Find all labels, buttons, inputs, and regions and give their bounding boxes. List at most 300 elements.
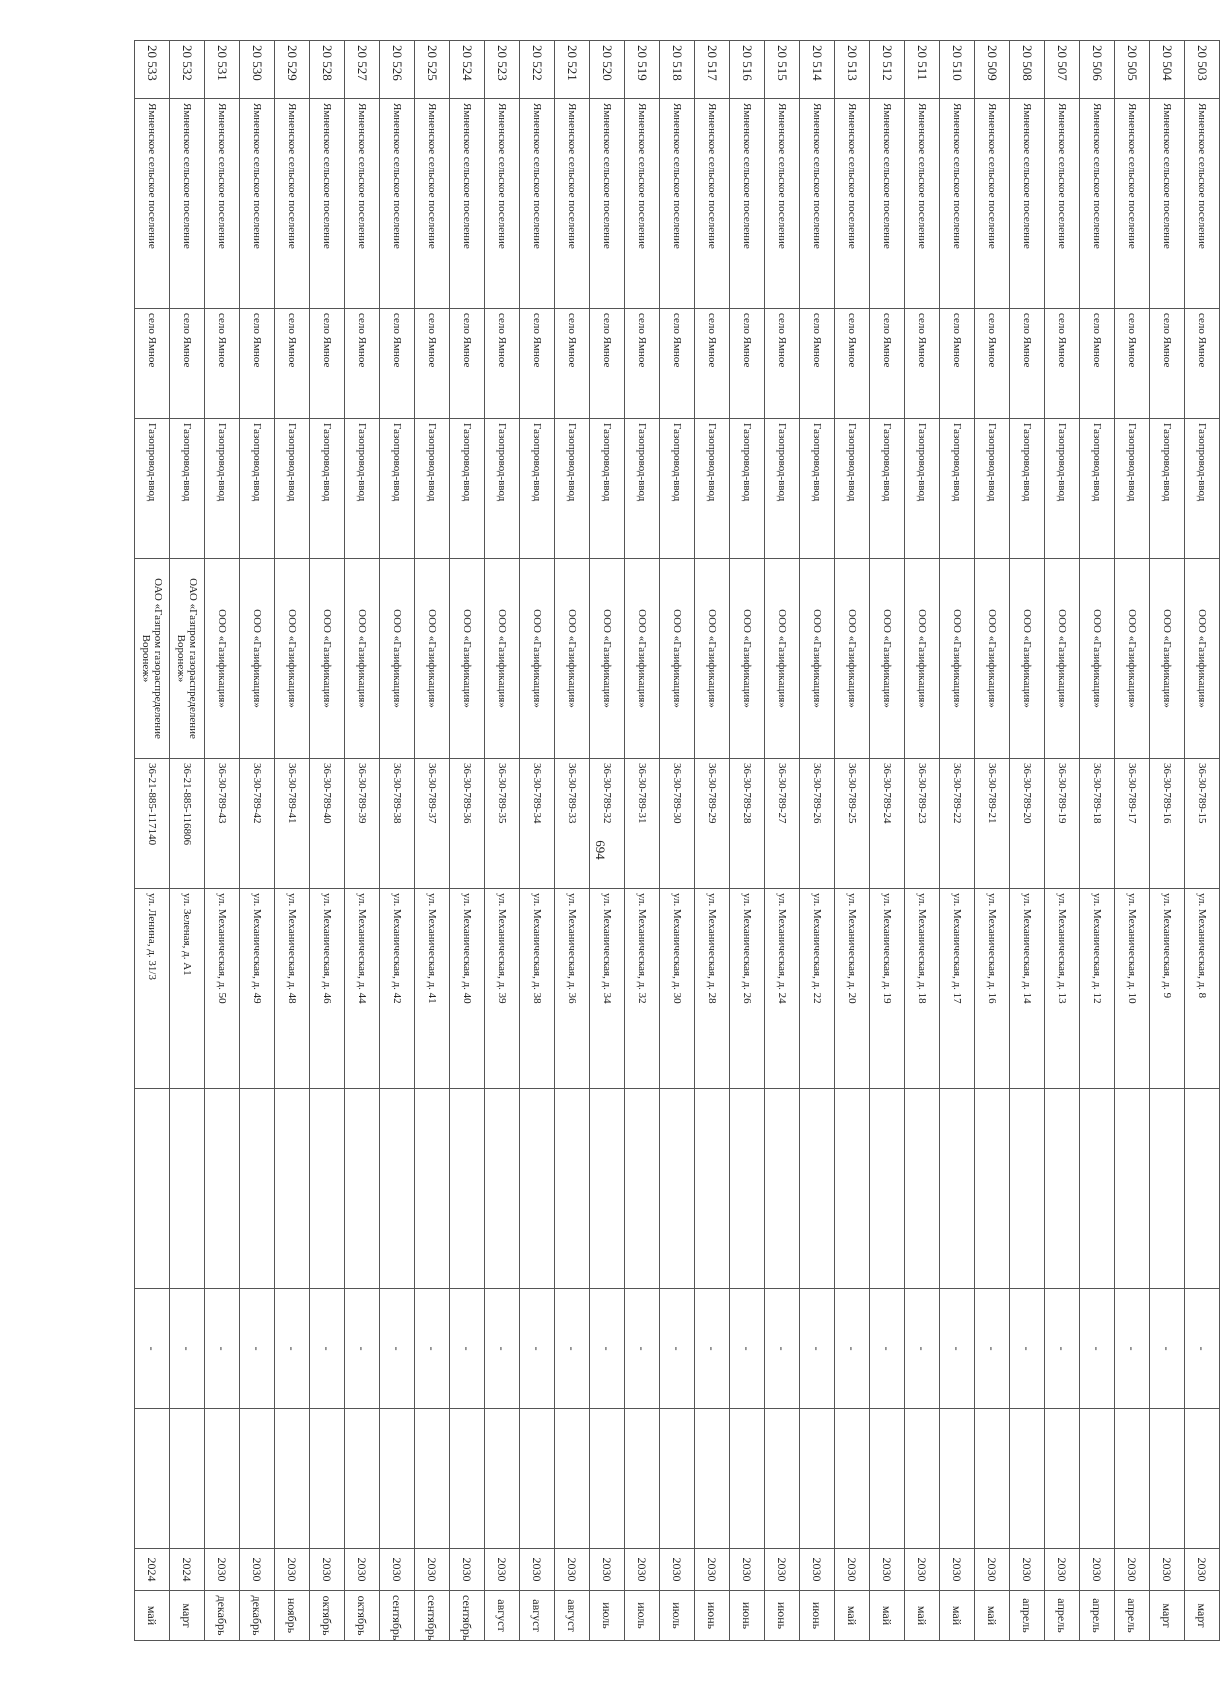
empty-cell xyxy=(345,1089,380,1289)
empty-cell xyxy=(485,1409,520,1549)
row-id: 20 519 xyxy=(625,41,660,99)
owner-cell: ООО «Газификация» xyxy=(590,559,625,759)
locality-cell: село Ямное xyxy=(345,309,380,419)
locality-cell: село Ямное xyxy=(415,309,450,419)
row-id: 20 528 xyxy=(310,41,345,99)
month-cell: декабрь xyxy=(205,1591,240,1641)
empty-cell xyxy=(1045,1089,1080,1289)
table-row xyxy=(625,41,660,1641)
year-cell: 2030 xyxy=(1080,1549,1115,1591)
owner-cell: ООО «Газификация» xyxy=(835,559,870,759)
cadastral-number-cell: 36-30-789-27 xyxy=(765,759,800,889)
year-cell: 2024 xyxy=(170,1549,205,1591)
owner-cell: ООО «Газификация» xyxy=(555,559,590,759)
year-cell: 2030 xyxy=(590,1549,625,1591)
locality-cell: село Ямное xyxy=(170,309,205,419)
month-cell: июнь xyxy=(695,1591,730,1641)
row-id: 20 518 xyxy=(660,41,695,99)
owner-cell: ООО «Газификация» xyxy=(205,559,240,759)
address-cell: ул. Механическая, д. 38 xyxy=(520,889,555,1089)
table-row xyxy=(275,41,310,1641)
empty-cell xyxy=(520,1089,555,1289)
empty-cell xyxy=(310,1089,345,1289)
cadastral-number-cell: 36-30-789-40 xyxy=(310,759,345,889)
empty-cell xyxy=(730,1409,765,1549)
table-row xyxy=(170,41,205,1641)
locality-cell: село Ямное xyxy=(1080,309,1115,419)
empty-cell xyxy=(765,1409,800,1549)
owner-cell: ООО «Газификация» xyxy=(1150,559,1185,759)
row-id: 20 515 xyxy=(765,41,800,99)
locality-cell: село Ямное xyxy=(205,309,240,419)
empty-cell xyxy=(1010,1409,1045,1549)
owner-cell: ООО «Газификация» xyxy=(275,559,310,759)
empty-cell xyxy=(1045,1409,1080,1549)
object-cell: Газопровод-ввод xyxy=(205,419,240,559)
empty-cell xyxy=(1185,1409,1220,1549)
address-cell: ул. Механическая, д. 39 xyxy=(485,889,520,1089)
dash-cell: - xyxy=(1010,1289,1045,1409)
month-cell: июнь xyxy=(730,1591,765,1641)
settlement-cell: Ямненское сельское поселение xyxy=(905,99,940,309)
cadastral-number-cell: 36-30-789-36 xyxy=(450,759,485,889)
object-cell: Газопровод-ввод xyxy=(870,419,905,559)
month-cell: март xyxy=(1185,1591,1220,1641)
row-id: 20 508 xyxy=(1010,41,1045,99)
locality-cell: село Ямное xyxy=(485,309,520,419)
address-cell: ул. Механическая, д. 16 xyxy=(975,889,1010,1089)
cadastral-number-cell: 36-30-789-24 xyxy=(870,759,905,889)
empty-cell xyxy=(835,1409,870,1549)
address-cell: ул. Механическая, д. 8 xyxy=(1185,889,1220,1089)
year-cell: 2030 xyxy=(310,1549,345,1591)
empty-cell xyxy=(1080,1409,1115,1549)
address-cell: ул. Механическая, д. 9 xyxy=(1150,889,1185,1089)
empty-cell xyxy=(555,1089,590,1289)
empty-cell xyxy=(1115,1089,1150,1289)
object-cell: Газопровод-ввод xyxy=(555,419,590,559)
empty-cell xyxy=(380,1409,415,1549)
dash-cell: - xyxy=(940,1289,975,1409)
object-cell: Газопровод-ввод xyxy=(800,419,835,559)
address-cell: ул. Ленина, д. 31/3 xyxy=(135,889,170,1089)
table-row xyxy=(1080,41,1115,1641)
cadastral-number-cell: 36-30-789-31 xyxy=(625,759,660,889)
settlement-cell: Ямненское сельское поселение xyxy=(870,99,905,309)
locality-cell: село Ямное xyxy=(1010,309,1045,419)
row-id: 20 527 xyxy=(345,41,380,99)
empty-cell xyxy=(905,1409,940,1549)
cadastral-number-cell: 36-21-885-116806 xyxy=(170,759,205,889)
empty-cell xyxy=(800,1409,835,1549)
dash-cell: - xyxy=(730,1289,765,1409)
year-cell: 2030 xyxy=(485,1549,520,1591)
empty-cell xyxy=(135,1089,170,1289)
empty-cell xyxy=(590,1089,625,1289)
row-id: 20 511 xyxy=(905,41,940,99)
year-cell: 2030 xyxy=(1045,1549,1080,1591)
cadastral-number-cell: 36-30-789-21 xyxy=(975,759,1010,889)
object-cell: Газопровод-ввод xyxy=(625,419,660,559)
object-cell: Газопровод-ввод xyxy=(520,419,555,559)
address-cell: ул. Механическая, д. 49 xyxy=(240,889,275,1089)
dash-cell: - xyxy=(1045,1289,1080,1409)
settlement-cell: Ямненское сельское поселение xyxy=(520,99,555,309)
empty-cell xyxy=(415,1409,450,1549)
locality-cell: село Ямное xyxy=(590,309,625,419)
empty-cell xyxy=(520,1409,555,1549)
dash-cell: - xyxy=(450,1289,485,1409)
empty-cell xyxy=(730,1089,765,1289)
dash-cell: - xyxy=(170,1289,205,1409)
cadastral-number-cell: 36-30-789-34 xyxy=(520,759,555,889)
dash-cell: - xyxy=(310,1289,345,1409)
cadastral-number-cell: 36-30-789-28 xyxy=(730,759,765,889)
empty-cell xyxy=(695,1089,730,1289)
settlement-cell: Ямненское сельское поселение xyxy=(135,99,170,309)
locality-cell: село Ямное xyxy=(1045,309,1080,419)
cadastral-number-cell: 36-30-789-32 xyxy=(590,759,625,889)
year-cell: 2030 xyxy=(380,1549,415,1591)
object-cell: Газопровод-ввод xyxy=(765,419,800,559)
row-id: 20 525 xyxy=(415,41,450,99)
month-cell: май xyxy=(870,1591,905,1641)
address-cell: ул. Механическая, д. 44 xyxy=(345,889,380,1089)
table-row xyxy=(1150,41,1185,1641)
settlement-cell: Ямненское сельское поселение xyxy=(170,99,205,309)
object-cell: Газопровод-ввод xyxy=(730,419,765,559)
month-cell: июль xyxy=(590,1591,625,1641)
empty-cell xyxy=(835,1089,870,1289)
empty-cell xyxy=(1150,1409,1185,1549)
settlement-cell: Ямненское сельское поселение xyxy=(275,99,310,309)
object-cell: Газопровод-ввод xyxy=(240,419,275,559)
owner-cell: ОАО «Газпром газораспределение Воронеж» xyxy=(135,559,170,759)
empty-cell xyxy=(590,1409,625,1549)
dash-cell: - xyxy=(835,1289,870,1409)
empty-cell xyxy=(380,1089,415,1289)
year-cell: 2030 xyxy=(870,1549,905,1591)
month-cell: декабрь xyxy=(240,1591,275,1641)
object-cell: Газопровод-ввод xyxy=(135,419,170,559)
table-row xyxy=(660,41,695,1641)
cadastral-number-cell: 36-30-789-17 xyxy=(1115,759,1150,889)
dash-cell: - xyxy=(380,1289,415,1409)
empty-cell xyxy=(1080,1089,1115,1289)
table-body xyxy=(135,41,1220,1641)
table-row xyxy=(345,41,380,1641)
object-cell: Газопровод-ввод xyxy=(450,419,485,559)
row-id: 20 513 xyxy=(835,41,870,99)
row-id: 20 512 xyxy=(870,41,905,99)
object-cell: Газопровод-ввод xyxy=(275,419,310,559)
locality-cell: село Ямное xyxy=(765,309,800,419)
address-cell: ул. Механическая, д. 24 xyxy=(765,889,800,1089)
settlement-cell: Ямненское сельское поселение xyxy=(345,99,380,309)
gas-pipeline-table xyxy=(134,40,1220,1641)
dash-cell: - xyxy=(205,1289,240,1409)
owner-cell: ООО «Газификация» xyxy=(485,559,520,759)
table-row xyxy=(1010,41,1045,1641)
owner-cell: ООО «Газификация» xyxy=(730,559,765,759)
dash-cell: - xyxy=(975,1289,1010,1409)
locality-cell: село Ямное xyxy=(275,309,310,419)
address-cell: ул. Механическая, д. 19 xyxy=(870,889,905,1089)
address-cell: ул. Механическая, д. 41 xyxy=(415,889,450,1089)
month-cell: март xyxy=(170,1591,205,1641)
locality-cell: село Ямное xyxy=(940,309,975,419)
owner-cell: ООО «Газификация» xyxy=(625,559,660,759)
year-cell: 2030 xyxy=(1010,1549,1045,1591)
empty-cell xyxy=(345,1409,380,1549)
rotated-table-wrapper xyxy=(120,40,1220,1640)
table-row xyxy=(310,41,345,1641)
empty-cell xyxy=(310,1409,345,1549)
table-row xyxy=(415,41,450,1641)
settlement-cell: Ямненское сельское поселение xyxy=(240,99,275,309)
year-cell: 2030 xyxy=(240,1549,275,1591)
settlement-cell: Ямненское сельское поселение xyxy=(765,99,800,309)
dash-cell: - xyxy=(590,1289,625,1409)
empty-cell xyxy=(205,1409,240,1549)
table-row xyxy=(520,41,555,1641)
settlement-cell: Ямненское сельское поселение xyxy=(590,99,625,309)
address-cell: ул. Механическая, д. 10 xyxy=(1115,889,1150,1089)
object-cell: Газопровод-ввод xyxy=(940,419,975,559)
dash-cell: - xyxy=(275,1289,310,1409)
row-id: 20 505 xyxy=(1115,41,1150,99)
object-cell: Газопровод-ввод xyxy=(975,419,1010,559)
empty-cell xyxy=(940,1409,975,1549)
table-row xyxy=(765,41,800,1641)
cadastral-number-cell: 36-30-789-30 xyxy=(660,759,695,889)
address-cell: ул. Механическая, д. 46 xyxy=(310,889,345,1089)
locality-cell: село Ямное xyxy=(870,309,905,419)
rotated-table-container xyxy=(120,40,1220,1640)
year-cell: 2030 xyxy=(520,1549,555,1591)
settlement-cell: Ямненское сельское поселение xyxy=(660,99,695,309)
owner-cell: ООО «Газификация» xyxy=(520,559,555,759)
table-row xyxy=(1115,41,1150,1641)
month-cell: апрель xyxy=(1080,1591,1115,1641)
dash-cell: - xyxy=(1185,1289,1220,1409)
row-id: 20 504 xyxy=(1150,41,1185,99)
locality-cell: село Ямное xyxy=(240,309,275,419)
year-cell: 2030 xyxy=(555,1549,590,1591)
locality-cell: село Ямное xyxy=(1150,309,1185,419)
month-cell: июль xyxy=(660,1591,695,1641)
table-row xyxy=(205,41,240,1641)
month-cell: июль xyxy=(625,1591,660,1641)
month-cell: май xyxy=(135,1591,170,1641)
year-cell: 2030 xyxy=(975,1549,1010,1591)
empty-cell xyxy=(450,1409,485,1549)
locality-cell: село Ямное xyxy=(555,309,590,419)
cadastral-number-cell: 36-30-789-41 xyxy=(275,759,310,889)
cadastral-number-cell: 36-30-789-18 xyxy=(1080,759,1115,889)
table-row xyxy=(695,41,730,1641)
cadastral-number-cell: 36-30-789-26 xyxy=(800,759,835,889)
owner-cell: ООО «Газификация» xyxy=(905,559,940,759)
locality-cell: село Ямное xyxy=(800,309,835,419)
settlement-cell: Ямненское сельское поселение xyxy=(310,99,345,309)
cadastral-number-cell: 36-30-789-37 xyxy=(415,759,450,889)
settlement-cell: Ямненское сельское поселение xyxy=(380,99,415,309)
cadastral-number-cell: 36-30-789-23 xyxy=(905,759,940,889)
year-cell: 2030 xyxy=(940,1549,975,1591)
empty-cell xyxy=(695,1409,730,1549)
year-cell: 2030 xyxy=(1150,1549,1185,1591)
table-row xyxy=(485,41,520,1641)
owner-cell: ОАО «Газпром газораспределение Воронеж» xyxy=(170,559,205,759)
locality-cell: село Ямное xyxy=(835,309,870,419)
empty-cell xyxy=(870,1089,905,1289)
year-cell: 2030 xyxy=(450,1549,485,1591)
object-cell: Газопровод-ввод xyxy=(695,419,730,559)
empty-cell xyxy=(625,1409,660,1549)
address-cell: ул. Механическая, д. 32 xyxy=(625,889,660,1089)
empty-cell xyxy=(170,1089,205,1289)
year-cell: 2030 xyxy=(800,1549,835,1591)
locality-cell: село Ямное xyxy=(660,309,695,419)
settlement-cell: Ямненское сельское поселение xyxy=(1010,99,1045,309)
row-id: 20 503 xyxy=(1185,41,1220,99)
owner-cell: ООО «Газификация» xyxy=(1080,559,1115,759)
empty-cell xyxy=(765,1089,800,1289)
year-cell: 2030 xyxy=(905,1549,940,1591)
locality-cell: село Ямное xyxy=(975,309,1010,419)
cadastral-number-cell: 36-30-789-16 xyxy=(1150,759,1185,889)
cadastral-number-cell: 36-21-885-117140 xyxy=(135,759,170,889)
dash-cell: - xyxy=(1150,1289,1185,1409)
row-id: 20 533 xyxy=(135,41,170,99)
settlement-cell: Ямненское сельское поселение xyxy=(940,99,975,309)
dash-cell: - xyxy=(1080,1289,1115,1409)
dash-cell: - xyxy=(660,1289,695,1409)
object-cell: Газопровод-ввод xyxy=(345,419,380,559)
locality-cell: село Ямное xyxy=(905,309,940,419)
row-id: 20 522 xyxy=(520,41,555,99)
month-cell: октябрь xyxy=(345,1591,380,1641)
settlement-cell: Ямненское сельское поселение xyxy=(695,99,730,309)
row-id: 20 520 xyxy=(590,41,625,99)
address-cell: ул. Механическая, д. 48 xyxy=(275,889,310,1089)
address-cell: ул. Механическая, д. 34 xyxy=(590,889,625,1089)
address-cell: ул. Механическая, д. 20 xyxy=(835,889,870,1089)
cadastral-number-cell: 36-30-789-19 xyxy=(1045,759,1080,889)
settlement-cell: Ямненское сельское поселение xyxy=(485,99,520,309)
object-cell: Газопровод-ввод xyxy=(1185,419,1220,559)
month-cell: март xyxy=(1150,1591,1185,1641)
year-cell: 2030 xyxy=(415,1549,450,1591)
dash-cell: - xyxy=(415,1289,450,1409)
owner-cell: ООО «Газификация» xyxy=(765,559,800,759)
table-row xyxy=(730,41,765,1641)
table-row xyxy=(870,41,905,1641)
dash-cell: - xyxy=(695,1289,730,1409)
table-row xyxy=(450,41,485,1641)
table-row xyxy=(800,41,835,1641)
locality-cell: село Ямное xyxy=(625,309,660,419)
empty-cell xyxy=(555,1409,590,1549)
dash-cell: - xyxy=(345,1289,380,1409)
row-id: 20 510 xyxy=(940,41,975,99)
object-cell: Газопровод-ввод xyxy=(905,419,940,559)
table-row xyxy=(590,41,625,1641)
dash-cell: - xyxy=(870,1289,905,1409)
address-cell: ул. Механическая, д. 26 xyxy=(730,889,765,1089)
empty-cell xyxy=(625,1089,660,1289)
row-id: 20 529 xyxy=(275,41,310,99)
table-row xyxy=(1185,41,1220,1641)
owner-cell: ООО «Газификация» xyxy=(660,559,695,759)
settlement-cell: Ямненское сельское поселение xyxy=(415,99,450,309)
month-cell: сентябрь xyxy=(380,1591,415,1641)
month-cell: июнь xyxy=(765,1591,800,1641)
locality-cell: село Ямное xyxy=(520,309,555,419)
settlement-cell: Ямненское сельское поселение xyxy=(835,99,870,309)
empty-cell xyxy=(275,1089,310,1289)
owner-cell: ООО «Газификация» xyxy=(870,559,905,759)
cadastral-number-cell: 36-30-789-38 xyxy=(380,759,415,889)
row-id: 20 524 xyxy=(450,41,485,99)
empty-cell xyxy=(660,1409,695,1549)
empty-cell xyxy=(135,1409,170,1549)
object-cell: Газопровод-ввод xyxy=(485,419,520,559)
table-row xyxy=(940,41,975,1641)
empty-cell xyxy=(1010,1089,1045,1289)
month-cell: сентябрь xyxy=(415,1591,450,1641)
empty-cell xyxy=(975,1409,1010,1549)
object-cell: Газопровод-ввод xyxy=(380,419,415,559)
settlement-cell: Ямненское сельское поселение xyxy=(205,99,240,309)
dash-cell: - xyxy=(135,1289,170,1409)
owner-cell: ООО «Газификация» xyxy=(1045,559,1080,759)
empty-cell xyxy=(275,1409,310,1549)
dash-cell: - xyxy=(765,1289,800,1409)
month-cell: апрель xyxy=(1045,1591,1080,1641)
month-cell: апрель xyxy=(1010,1591,1045,1641)
empty-cell xyxy=(975,1089,1010,1289)
address-cell: ул. Механическая, д. 30 xyxy=(660,889,695,1089)
cadastral-number-cell: 36-30-789-15 xyxy=(1185,759,1220,889)
year-cell: 2030 xyxy=(1115,1549,1150,1591)
settlement-cell: Ямненское сельское поселение xyxy=(1150,99,1185,309)
dash-cell: - xyxy=(555,1289,590,1409)
year-cell: 2030 xyxy=(1185,1549,1220,1591)
dash-cell: - xyxy=(800,1289,835,1409)
table-row xyxy=(835,41,870,1641)
locality-cell: село Ямное xyxy=(380,309,415,419)
settlement-cell: Ямненское сельское поселение xyxy=(1115,99,1150,309)
owner-cell: ООО «Газификация» xyxy=(450,559,485,759)
year-cell: 2030 xyxy=(275,1549,310,1591)
object-cell: Газопровод-ввод xyxy=(1010,419,1045,559)
owner-cell: ООО «Газификация» xyxy=(1115,559,1150,759)
year-cell: 2030 xyxy=(835,1549,870,1591)
month-cell: август xyxy=(485,1591,520,1641)
dash-cell: - xyxy=(520,1289,555,1409)
owner-cell: ООО «Газификация» xyxy=(695,559,730,759)
settlement-cell: Ямненское сельское поселение xyxy=(1045,99,1080,309)
locality-cell: село Ямное xyxy=(730,309,765,419)
dash-cell: - xyxy=(625,1289,660,1409)
table-row xyxy=(240,41,275,1641)
row-id: 20 507 xyxy=(1045,41,1080,99)
dash-cell: - xyxy=(240,1289,275,1409)
owner-cell: ООО «Газификация» xyxy=(310,559,345,759)
row-id: 20 530 xyxy=(240,41,275,99)
